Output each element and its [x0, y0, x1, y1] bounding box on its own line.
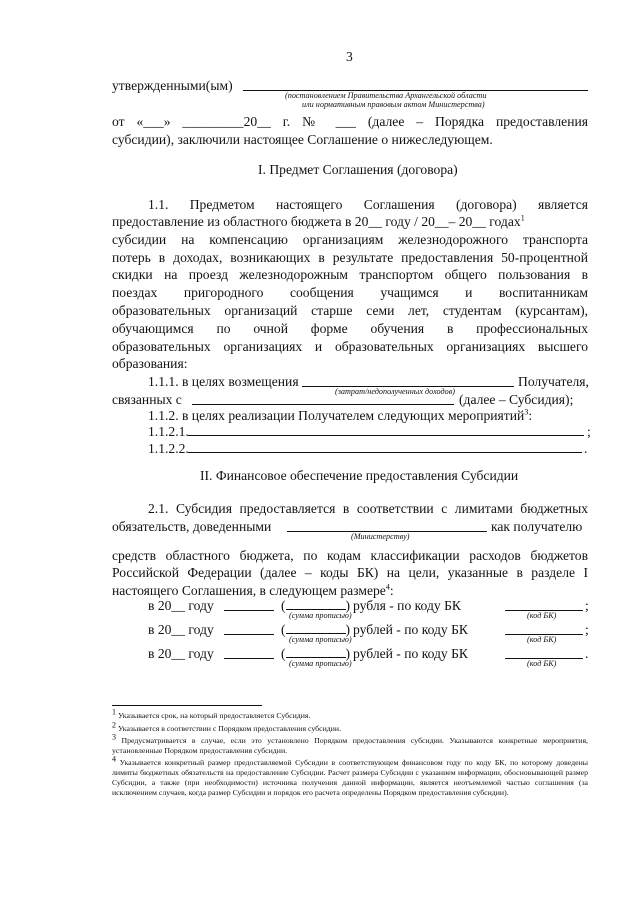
item-1-1-2-text: 1.1.2. в целях реализации Получателем следующих мероприятий: [148, 408, 525, 423]
amount-row-3-paren: ( ): [281, 646, 351, 661]
item-1-1-1-line2-start: связанных с: [112, 392, 182, 407]
s1-p1-line2: [112, 213, 588, 230]
amount-row-1-words: [286, 597, 346, 610]
footnote-4: $^4$ Указывается конкретный размер предоставляемой Субсидии в соответствующем финансовом году по коду БК, по которому доведены лимиты бюджетных обязательств на предоставление Субсидии. Расчет размера Субсидии с указанием информации, обосновывающей размер Субсидии, а также (при необходимости) источника получения данной информации, является неотъемлемой частью соглашения (за исключением случаев, когда размер Субсидии и порядок его расчета определены Порядком предоставления субсидии).: [112, 754, 588, 797]
item-1-1-2-2-label: 1.1.2.2.: [148, 441, 189, 456]
amount-row-2-cap-sum: (сумма прописью): [289, 635, 352, 644]
amount-row-1-mid: рубля - по коду БК: [353, 598, 461, 613]
amount-row-3-mid: рублей - по коду БК: [353, 646, 469, 661]
s2-ministry-caption: (Министерству): [351, 532, 410, 541]
amount-row-1-paren: ( ): [281, 598, 351, 613]
s1-p1-line3: субсидии на компенсацию организациям железнодорожного транспорта: [112, 232, 588, 247]
s1-p1-line9: образовательных организациях и образовательных организациях высшего: [112, 339, 588, 354]
item-1-1-1-end: Получателя,: [518, 374, 589, 389]
section2-heading: II. Финансовое обеспечение предоставления Субсидии: [200, 468, 519, 483]
s2-p1-line2-end: как получателю: [491, 519, 583, 534]
amount-row-3-end: .: [585, 646, 589, 661]
footnote-1: $^1$ Указывается срок, на который предоставляется Субсидия.: [112, 707, 311, 720]
section1-heading: I. Предмет Соглашения (договора): [258, 162, 458, 177]
amount-row-1-cap-sum: (сумма прописью): [289, 611, 352, 620]
page-number: 3: [346, 49, 353, 64]
item-1-1-1-label: 1.1.1. в целях возмещения: [148, 374, 299, 389]
footnote-3: $^3$ Предусматривается в случае, если это установлено Порядком предоставления субсидии. Указываются конкретные мероприятия, установленные Порядком предоставления субсидии.: [112, 732, 588, 755]
amount-row-2-blank: [224, 634, 274, 635]
footnote-2: $^2$ Указывается в соответствии с Порядком предоставления субсидии.: [112, 720, 342, 733]
item-1-1-2-1-end: ;: [587, 424, 591, 439]
footnote-ref-1: 1: [520, 213, 525, 223]
s1-p1-line5: скидки на проезд железнодорожным транспортом общего пользования в: [112, 267, 588, 282]
amount-row-3-words: [286, 645, 346, 658]
item-1-1-2: [148, 407, 532, 424]
amount-row-2-cap-code: (код БК): [527, 635, 557, 644]
item-1-1-1-line2-blank: [192, 404, 454, 405]
amount-row-3-cap-code: (код БК): [527, 659, 557, 668]
s1-p1-line10: образования:: [112, 356, 188, 371]
footnote-2-text: Указывается в соответствии с Порядком предоставления субсидии.: [117, 724, 342, 733]
s2-p1-line4: Российской Федерации (далее – коды БК) на цели, указанные в разделе I: [112, 565, 588, 580]
s1-p1-line2-text: предоставление из областного бюджета в 20__ году / 20__– 20__ годах: [112, 214, 521, 229]
amount-row-1-year: в 20__ году: [148, 598, 214, 613]
amount-row-1-cap-code: (код БК): [527, 611, 557, 620]
header-line3: субсидии), заключили настоящее Соглашение о нижеследующем.: [112, 132, 493, 147]
header-line2: от «___» _________20__ г. № ___ (далее – Порядка предоставления: [112, 114, 588, 129]
footnote-ref-4: 4: [385, 582, 390, 592]
amount-row-3-year: в 20__ году: [148, 646, 214, 661]
s2-p1-line1: 2.1. Субсидия предоставляется в соответствии с лимитами бюджетных: [148, 501, 588, 516]
footnote-ref-3: 3: [524, 407, 529, 417]
s2-p1-line2-start: обязательств, доведенными: [112, 519, 272, 534]
amount-row-1-end: ;: [585, 598, 589, 613]
item-1-1-2-1-label: 1.1.2.1.: [148, 424, 189, 439]
item-1-1-1-caption: (затрат/недополученных доходов): [335, 387, 456, 396]
s1-p1-line4: потерь в доходах, возникающих в результате предоставления 50-процентной: [112, 250, 588, 265]
amount-row-2-words: [286, 621, 346, 634]
item-1-1-2-colon: :: [528, 408, 533, 423]
s1-p1-line7: образовательных организаций старше семи лет, студентам (курсантам),: [112, 303, 588, 318]
s1-p1-line6: поездах пригородного сообщения учащимся и воспитанникам: [112, 285, 588, 300]
amount-row-2-year: в 20__ году: [148, 622, 214, 637]
amount-row-2-mid: рублей - по коду БК: [353, 622, 469, 637]
s2-p1-line5-colon: :: [389, 583, 394, 598]
amount-row-2-paren: ( ): [281, 622, 351, 637]
s2-p1-line5-text: настоящего Соглашения, в следующем размере: [112, 583, 386, 598]
header-line1: [112, 77, 233, 94]
header-caption2: или нормативным правовым актом Министерства): [302, 100, 485, 109]
header-approved-label: утвержденными(ым): [112, 78, 233, 93]
amount-row-3-cap-sum: (сумма прописью): [289, 659, 352, 668]
footnote-1-text: Указывается срок, на который предоставляется Субсидия.: [117, 711, 311, 720]
amount-row-2-end: ;: [585, 622, 589, 637]
s1-p1-line1: 1.1. Предметом настоящего Соглашения (договора) является: [148, 197, 588, 212]
footnote-4-text: Указывается конкретный размер предоставляемой Субсидии в соответствующем финансовом году по коду БК, по которому доведены лимиты бюджетных обязательств на предоставление Субсидии. Расчет размера Субсидии с указанием информации, обосновывающей размер Субсидии, а также (при необходимости) источника получения данной информации, является неотъемлемой частью соглашения (за исключением случаев, когда размер Субсидии и порядок его расчета определены Порядком предоставления субсидии).: [112, 758, 588, 797]
amount-row-3-blank: [224, 658, 274, 659]
amount-row-1-blank: [224, 610, 274, 611]
item-1-1-2-2-end: .: [584, 441, 588, 456]
s2-p1-line3: средств областного бюджета, по кодам классификации расходов бюджетов: [112, 548, 588, 563]
s1-p1-line8: обучающимся по очной форме обучения в профессиональных: [112, 321, 588, 336]
header-caption1: (постановлением Правительства Архангельской области: [285, 91, 487, 100]
footnote-3-text: Предусматривается в случае, если это установлено Порядком предоставления субсидии. Указываются конкретные мероприятия, установленные Порядком предоставления субсидии.: [112, 736, 588, 755]
item-1-1-2-1-blank: [188, 435, 584, 436]
item-1-1-1-line2-end: (далее – Субсидия);: [459, 392, 574, 407]
item-1-1-2-2-blank: [188, 452, 582, 453]
footnote-separator: [112, 705, 262, 706]
